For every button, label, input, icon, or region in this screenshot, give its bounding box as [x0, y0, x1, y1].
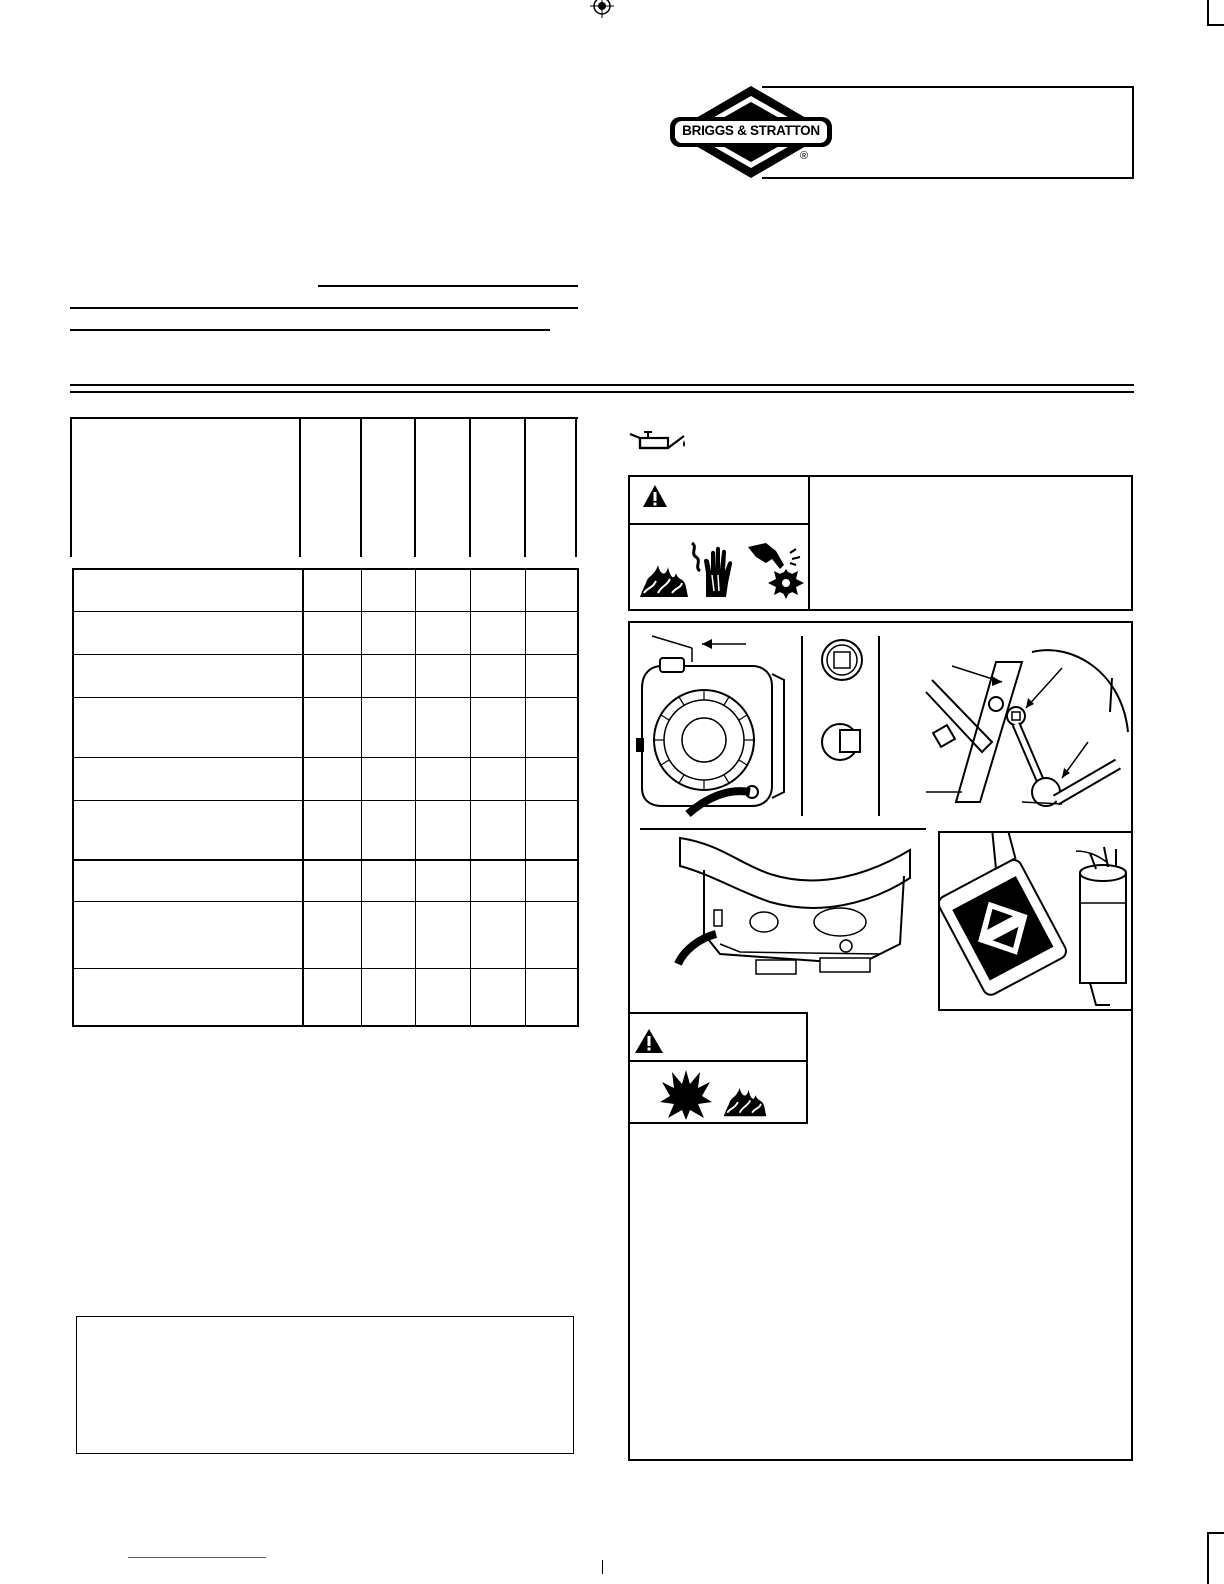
- table-row: [72, 968, 578, 969]
- engine-dipstick-drain-illustration: [632, 628, 798, 818]
- header-info-box: [762, 86, 1134, 179]
- fire-icon: [720, 1072, 770, 1118]
- note-box: [76, 1316, 574, 1454]
- crop-mark-bottom-right-h: [1207, 1532, 1224, 1534]
- oil-can-icon: [626, 428, 690, 454]
- fire-icon: [638, 547, 690, 599]
- illustration-row-divider: [640, 828, 926, 830]
- logo-registered-mark: ®: [800, 150, 809, 162]
- section-rule-bottom: [70, 391, 1134, 393]
- section-rule-top: [70, 384, 1134, 386]
- table-row: [72, 901, 578, 902]
- warning-box-explosion: [628, 1012, 808, 1124]
- illustration-divider-2: [878, 636, 880, 816]
- crop-mark-top-right-h: [1207, 24, 1224, 26]
- explosion-icon: [660, 1068, 712, 1120]
- illustration-divider-1: [801, 636, 803, 816]
- fill-in-line-1: [318, 285, 578, 287]
- crop-mark-top-right: [1207, 0, 1209, 26]
- warning-triangle-icon: [634, 1028, 664, 1054]
- table-row: [72, 757, 578, 758]
- table-row: [72, 654, 578, 655]
- warning-box-hazards: [628, 475, 1133, 611]
- drain-plug-types-illustration: [810, 630, 874, 770]
- oil-drain-underside-illustration: [660, 834, 920, 984]
- fill-in-line-3: [70, 329, 550, 331]
- footer-link-underline: [128, 1557, 266, 1558]
- drain-plug-wrench-illustration: [922, 632, 1130, 818]
- table-row: [72, 697, 578, 698]
- maintenance-schedule-table: [70, 417, 580, 1029]
- moving-parts-cut-icon: [746, 541, 806, 603]
- table-row: [72, 611, 578, 612]
- table-row: [72, 800, 578, 801]
- crop-mark-bottom-center: [602, 1560, 603, 1574]
- crop-mark-bottom-right: [1207, 1532, 1209, 1584]
- logo-text: BRIGGS & STRATTON: [682, 123, 820, 138]
- fill-in-line-2: [70, 307, 578, 309]
- crosshair-target-icon: [590, 0, 614, 18]
- oil-fill-bottle-illustration: [938, 831, 1133, 1011]
- hot-surface-hand-icon: [688, 539, 740, 599]
- table-row: [72, 859, 578, 861]
- warning-triangle-icon: [642, 484, 668, 508]
